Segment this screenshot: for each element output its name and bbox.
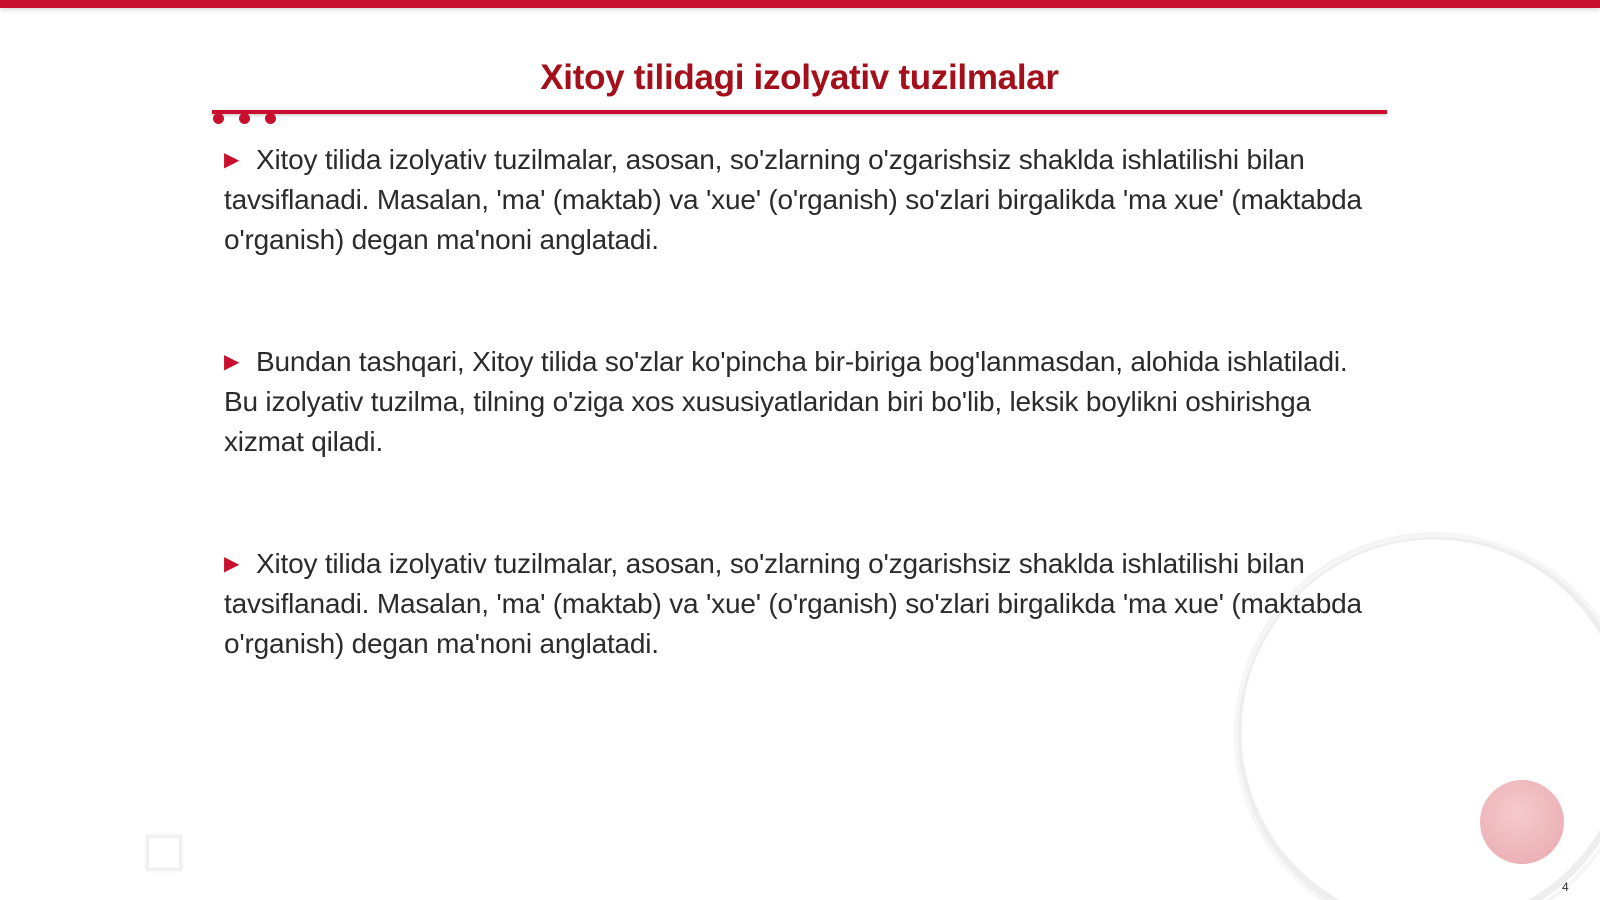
dot-2: [239, 113, 250, 124]
top-accent-bar: [0, 0, 1600, 8]
bullet-text: Xitoy tilida izolyativ tuzilmalar, asosan, so'zlarning o'zgarishsiz shaklda ishlatilishi bilan tavsiflanadi. Masalan, 'ma' (maktab) va 'xue' (o'rganish) so'zlari birgalikda 'ma xue' (maktabda o'rganish) degan ma'noni anglatadi.: [224, 548, 1362, 659]
dot-3: [265, 113, 276, 124]
decor-pink-circle: [1480, 780, 1564, 864]
bullet-text: Bundan tashqari, Xitoy tilida so'zlar ko'pincha bir-biriga bog'lanmasdan, alohida ishlatiladi. Bu izolyativ tuzilma, tilning o'ziga xos xususiyatlaridan biri bo'lib, leksik boylikni oshirishga xizmat qiladi.: [224, 346, 1348, 457]
triangle-right-icon: ▶: [224, 553, 240, 575]
page-number: 4: [1562, 880, 1569, 894]
dot-1: [213, 113, 224, 124]
bullet-item: [224, 342, 1369, 462]
bullet-item: [224, 544, 1369, 664]
triangle-right-icon: ▶: [224, 149, 240, 171]
bullet-item: [224, 140, 1369, 260]
bullet-text: Xitoy tilida izolyativ tuzilmalar, asosan, so'zlarning o'zgarishsiz shaklda ishlatilishi bilan tavsiflanadi. Masalan, 'ma' (maktab) va 'xue' (o'rganish) so'zlari birgalikda 'ma xue' (maktabda o'rganish) degan ma'noni anglatadi.: [224, 144, 1362, 255]
bullet-list: [224, 140, 1369, 664]
title-underline: [212, 110, 1387, 114]
decor-square: [146, 835, 182, 871]
triangle-right-icon: ▶: [224, 351, 240, 373]
slide-title: Xitoy tilidagi izolyativ tuzilmalar: [540, 58, 1059, 97]
